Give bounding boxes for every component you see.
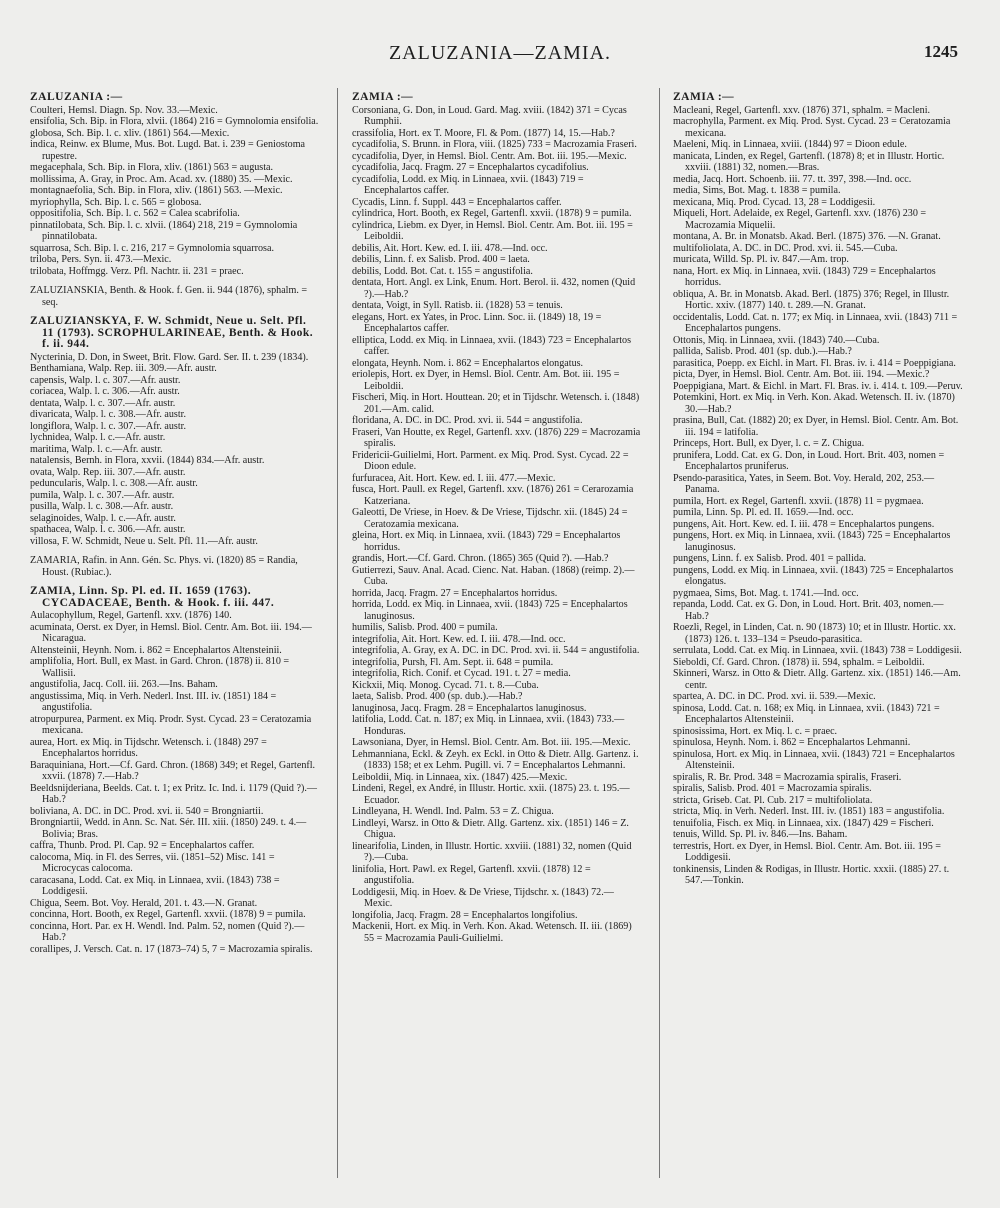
entry: ovata, Walp. Rep. iii. 307.—Afr. austr. (30, 466, 186, 478)
section-heading: ZALUZANIA :— (30, 92, 123, 103)
entry: Brongniartii, Wedd. in Ann. Sc. Nat. Sér. III. xiii. (1850) 249. t. 4.—Bolivia; Bras. (30, 817, 307, 840)
entry: eriolepis, Hort. ex Dyer, in Hemsl. Biol. Centr. Am. Bot. iii. 195 = Leiboldii. (352, 369, 620, 392)
entry: horrida, Jacq. Fragm. 27 = Encephalartos horridus. (352, 587, 558, 599)
entry: concinna, Hort. Par. ex H. Wendl. Ind. Palm. 52, nomen (Quid ?).—Hab.? (30, 920, 305, 943)
running-head (0, 42, 1000, 72)
section-heading: ZAMIA :— (673, 92, 735, 103)
entry: pumila, Walp. l. c. 307.—Afr. austr. (30, 489, 175, 501)
entry: integrifolia, Ait. Hort. Kew. ed. I. iii. 478.—Ind. occ. (352, 633, 566, 645)
entry: Poeppigiana, Mart. & Eichl. in Mart. Fl. Bras. iv. i. 414. t. 109.—Peruv. (673, 380, 963, 392)
entry: Leiboldii, Miq. in Linnaea, xix. (1847) 425.—Mexic. (352, 771, 568, 783)
entry: pygmaea, Sims, Bot. Mag. t. 1741.—Ind. occ. (673, 587, 859, 599)
entry: squarrosa, Sch. Bip. l. c. 216, 217 = Gymnolomia squarrosa. (30, 242, 274, 254)
entry: linearifolia, Linden, in Illustr. Hortic. xxviii. (1881) 32, nomen (Quid ?).—Cuba. (352, 840, 632, 863)
entry: Psendo-parasitica, Yates, in Seem. Bot. Voy. Herald, 202, 253.—Panama. (673, 472, 935, 495)
entry: ZALUZIANSKIA, Benth. & Hook. f. Gen. ii. 944 (1876), sphalm. = seq. (30, 285, 308, 308)
entry: muricata, Willd. Sp. Pl. iv. 847.—Am. trop. (673, 254, 849, 265)
entry: Mackenii, Hort. ex Miq. in Verh. Kon. Akad. Wetensch. II. iii. (1869) 55 = Macrozamia Pauli-Guilielmi. (352, 921, 632, 944)
entry: megacephala, Sch. Bip. in Flora, xliv. (1861) 563 = augusta. (30, 162, 274, 173)
entry: calocoma, Miq. in Fl. des Serres, vii. (1851–52) Misc. 141 = Microcycas calocoma. (30, 851, 275, 874)
entry: media, Sims, Bot. Mag. t. 1838 = pumila. (673, 185, 841, 196)
entry: Lawsoniana, Dyer, in Hemsl. Biol. Centr. Am. Bot. iii. 195.—Mexic. (352, 737, 631, 748)
entry: Altensteinii, Heynh. Nom. i. 862 = Encephalartos Altensteinii. (30, 644, 282, 656)
column-divider (337, 88, 338, 1178)
column-middle (352, 92, 642, 1192)
entry: floridana, A. DC. in DC. Prod. xvi. ii. 544 = angustifolia. (352, 415, 583, 426)
entry: dentata, Walp. l. c. 307.—Afr. austr. (30, 397, 176, 409)
entry: pungens, Linn. f. ex Salisb. Prod. 401 = pallida. (673, 553, 866, 564)
entry: Maeleni, Miq. in Linnaea, xviii. (1844) 97 = Dioon edule. (673, 139, 907, 150)
entry: spiralis, R. Br. Prod. 348 = Macrozamia spiralis, Fraseri. (673, 771, 902, 783)
entry: lychnidea, Walp. l. c.—Afr. austr. (30, 432, 166, 443)
entry: horrida, Lodd. ex Miq. in Linnaea, xvii. (1843) 725 = Encephalartos lanuginosus. (352, 599, 628, 622)
entry: angustifolia, Jacq. Coll. iii. 263.—Ins. Baham. (30, 679, 218, 690)
entry: prunifera, Lodd. Cat. ex G. Don, in Loud. Hort. Brit. 403, nomen = Encephalartos pruniferus. (673, 449, 945, 472)
entry: dentata, Hort. Angl. ex Link, Enum. Hort. Berol. ii. 432, nomen (Quid ?).—Hab.? (352, 277, 636, 300)
entry: peduncularis, Walp. l. c. 308.—Afr. austr. (30, 478, 198, 489)
entry: Skinneri, Warsz. in Otto & Dietr. Allg. Gartenz. xix. (1851) 146.—Am. centr. (673, 668, 961, 691)
entry: cylindrica, Liebm. ex Dyer, in Hemsl. Biol. Centr. Am. Bot. iii. 195 = Leiboldii. (352, 219, 633, 242)
entry: spartea, A. DC. in DC. Prod. xvi. ii. 539.—Mexic. (673, 691, 876, 702)
entry: occidentalis, Lodd. Cat. n. 177; ex Miq. in Linnaea, xvii. (1843) 711 = Encephalartos pungens. (673, 311, 958, 334)
entry: tenuis, Willd. Sp. Pl. iv. 846.—Ins. Baham. (673, 829, 848, 840)
entry-spacer (30, 547, 320, 555)
entry: triloba, Pers. Syn. ii. 473.—Mexic. (30, 254, 172, 265)
entry: spinosa, Lodd. Cat. n. 168; ex Miq. in Linnaea, xvii. (1843) 721 = Encephalartos Altensteinii. (673, 702, 940, 725)
entry: latifolia, Lodd. Cat. n. 187; ex Miq. in Linnaea, xvii. (1843) 733.—Honduras. (352, 714, 625, 737)
entry: terrestris, Hort. ex Dyer, in Hemsl. Biol. Centr. Am. Bot. iii. 195 = Loddigesii. (673, 840, 941, 863)
entry: mollissima, A. Gray, in Proc. Am. Acad. xv. (1880) 35. —Mexic. (30, 173, 293, 185)
entry: Nycterinia, D. Don, in Sweet, Brit. Flow. Gard. Ser. II. t. 239 (1834). (30, 351, 309, 363)
entry: capensis, Walp. l. c. 307.—Afr. austr. (30, 374, 181, 386)
entry: Galeotti, De Vriese, in Hoev. & De Vriese, Tijdschr. xii. (1845) 24 = Ceratozamia mexicana. (352, 507, 628, 530)
entry: Coulteri, Hemsl. Diagn. Sp. Nov. 33.—Mexic. (30, 104, 218, 116)
section-heading: ZAMIA, Linn. Sp. Pl. ed. II. 1659 (1763). CYCADACEAE, Benth. & Hook. f. iii. 447. (30, 585, 275, 609)
entry: Sieboldi, Cf. Gard. Chron. (1878) ii. 594, sphalm. = Leiboldii. (673, 656, 925, 668)
entry: elongata, Heynh. Nom. i. 862 = Encephalartos elongatus. (352, 357, 584, 369)
entry: integrifolia, Rich. Conif. et Cycad. 191. t. 27 = media. (352, 668, 571, 679)
entry: longifolia, Jacq. Fragm. 28 = Encephalartos longifolius. (352, 909, 578, 921)
entry: divaricata, Walp. l. c. 308.—Afr. austr. (30, 409, 186, 420)
entry: cycadifolia, Dyer, in Hemsl. Biol. Centr. Am. Bot. iii. 195.—Mexic. (352, 150, 627, 162)
entry: ensifolia, Sch. Bip. in Flora, xlvii. (1864) 216 = Gymnolomia ensifolia. (30, 116, 319, 127)
section-heading: ZAMIA :— (352, 92, 414, 103)
entry: pusilla, Walp. l. c. 308.—Afr. austr. (30, 501, 174, 512)
entry: Corsoniana, G. Don, in Loud. Gard. Mag. xviii. (1842) 371 = Cycas Rumphii. (352, 104, 627, 127)
entry: multifoliolata, A. DC. in DC. Prod. xvi. ii. 545.—Cuba. (673, 242, 898, 254)
entry: macrophylla, Parment. ex Miq. Prod. Syst. Cycad. 23 = Ceratozamia mexicana. (673, 116, 951, 139)
entry: pungens, Ait. Hort. Kew. ed. I. iii. 478 = Encephalartos pungens. (673, 518, 935, 530)
entry: corallipes, J. Versch. Cat. n. 17 (1873–74) 5, 7 = Macrozamia spiralis. (30, 943, 313, 955)
entry: montagnaefolia, Sch. Bip. in Flora, xliv. (1861) 563. —Mexic. (30, 185, 283, 196)
entry: coriacea, Walp. l. c. 306.—Afr. austr. (30, 386, 180, 397)
entry: Lindleyana, H. Wendl. Ind. Palm. 53 = Z. Chigua. (352, 806, 554, 817)
entry: cycadifolia, S. Brunn. in Flora, viii. (1825) 733 = Macrozamia Fraseri. (352, 139, 637, 150)
entry: pungens, Hort. ex Miq. in Linnaea, xvii. (1843) 725 = Encephalartos lanuginosus. (673, 530, 951, 553)
entry: lanuginosa, Jacq. Fragm. 28 = Encephalartos lanuginosus. (352, 702, 587, 714)
entry: Chigua, Seem. Bot. Voy. Herald, 201. t. 43.—N. Granat. (30, 897, 258, 909)
entry: nana, Hort. ex Miq. in Linnaea, xvii. (1843) 729 = Encephalartos horridus. (673, 265, 936, 288)
entry: repanda, Lodd. Cat. ex G. Don, in Loud. Hort. Brit. 403, nomen.—Hab.? (673, 599, 944, 622)
entry: debilis, Ait. Hort. Kew. ed. I. iii. 478.—Ind. occ. (352, 242, 548, 254)
entry: elegans, Hort. ex Yates, in Proc. Linn. Soc. ii. (1849) 18, 19 = Encephalartos caffer. (352, 311, 602, 334)
entry: linifolia, Hort. Pawl. ex Regel, Gartenfl. xxvii. (1878) 12 = angustifolia. (352, 863, 591, 886)
entry: serrulata, Lodd. Cat. ex Miq. in Linnaea, xvii. (1843) 738 = Loddigesii. (673, 645, 962, 656)
entry: concinna, Hort. Booth, ex Regel, Gartenfl. xxvii. (1878) 9 = pumila. (30, 909, 306, 920)
entry: oppositifolia, Sch. Bip. l. c. 562 = Calea scabrifolia. (30, 208, 240, 219)
entry: Baraquiniana, Hort.—Cf. Gard. Chron. (1868) 349; et Regel, Gartenfl. xxvii. (1878) 7.—Hab.? (30, 759, 316, 782)
entry: caracasana, Lodd. Cat. ex Miq. in Linnaea, xvii. (1843) 738 = Loddigesii. (30, 874, 280, 897)
entry: cylindrica, Hort. Booth, ex Regel, Gartenfl. xxvii. (1878) 9 = pumila. (352, 208, 632, 219)
entry: tonkinensis, Linden & Rodigas, in Illustr. Hortic. xxxii. (1885) 27. t. 547.—Tonkin. (673, 863, 950, 886)
entry: pumila, Linn. Sp. Pl. ed. II. 1659.—Ind. occ. (673, 507, 854, 518)
entry: integrifolia, Pursh, Fl. Am. Sept. ii. 648 = pumila. (352, 656, 554, 668)
entry: debilis, Linn. f. ex Salisb. Prod. 400 = laeta. (352, 254, 530, 265)
entry: obliqua, A. Br. in Monatsb. Akad. Berl. (1875) 376; Regel, in Illustr. Hortic. xxiv. (1877) 140. t. 289.—N. Granat. (673, 288, 950, 311)
entry: cycadifolia, Jacq. Fragm. 27 = Encephalartos cycadifolius. (352, 162, 589, 173)
entry: elliptica, Lodd. ex Miq. in Linnaea, xvii. (1843) 723 = Encephalartos caffer. (352, 334, 631, 357)
entry: Beeldsnijderiana, Beelds. Cat. t. 1; ex Pritz. Ic. Ind. i. 1179 (Quid ?).—Hab.? (30, 782, 317, 805)
entry: humilis, Salisb. Prod. 400 = pumila. (352, 622, 498, 633)
entry: indica, Reinw. ex Blume, Mus. Bot. Lugd. Bat. i. 239 = Geniostoma rupestre. (30, 139, 306, 162)
entry: Miqueli, Hort. Adelaide, ex Regel, Gartenfl. xxv. (1876) 230 = Macrozamia Miquelii. (673, 208, 927, 231)
entry: natalensis, Bernh. in Flora, xxvii. (1844) 834.—Afr. austr. (30, 455, 265, 466)
entry: pumila, Hort. ex Regel, Gartenfl. xxvii. (1878) 11 = pygmaea. (673, 495, 924, 507)
section-heading: ZALUZIANSKYA, F. W. Schmidt, Neue u. Selt. Pfl. 11 (1793). SCROPHULARINEAE, Benth. & Hook. f. ii. 944. (30, 315, 314, 350)
entry-spacer (30, 277, 320, 285)
entry: laeta, Salisb. Prod. 400 (sp. dub.).—Hab.? (352, 691, 523, 702)
entry: furfuracea, Ait. Hort. Kew. ed. I. iii. 477.—Mexic. (352, 472, 556, 484)
entry: manicata, Linden, ex Regel, Gartenfl. (1878) 8; et in Illustr. Hortic. xxviii. (1881) 32, nomen.—Bras. (673, 150, 945, 173)
entry: Cycadis, Linn. f. Suppl. 443 = Encephalartos caffer. (352, 196, 562, 208)
entry: spiralis, Salisb. Prod. 401 = Macrozamia spiralis. (673, 783, 872, 794)
entry: longiflora, Walp. l. c. 307.—Afr. austr. (30, 420, 186, 432)
entry: boliviana, A. DC. in DC. Prod. xvi. ii. 540 = Brongniartii. (30, 805, 264, 817)
entry: angustissima, Miq. in Verh. Nederl. Inst. III. iv. (1851) 184 = angustifolia. (30, 690, 277, 713)
entry: Ottonis, Miq. in Linnaea, xvii. (1843) 740.—Cuba. (673, 334, 880, 346)
entry: Fischeri, Miq. in Hort. Houttean. 20; et in Tijdschr. Wetensch. i. (1848) 201.—Am. calid. (352, 392, 640, 415)
entry: trilobata, Hoffmgg. Verz. Pfl. Nachtr. ii. 231 = praec. (30, 265, 244, 277)
entry: Princeps, Hort. Bull, ex Dyer, l. c. = Z. Chigua. (673, 438, 865, 449)
column-divider (659, 88, 660, 1178)
entry: dentata, Voigt, in Syll. Ratisb. ii. (1828) 53 = tenuis. (352, 300, 563, 311)
column-right (673, 92, 963, 1192)
entry: cycadifolia, Lodd. ex Miq. in Linnaea, xvii. (1843) 719 = Encephalartos caffer. (352, 173, 584, 196)
entry: Lindeni, Regel, ex André, in Illustr. Hortic. xxii. (1875) 23. t. 195.—Ecuador. (352, 783, 630, 806)
entry: stricta, Griseb. Cat. Pl. Cub. 217 = multifoliolata. (673, 794, 873, 806)
entry: Lindleyi, Warsz. in Otto & Dietr. Allg. Gartenz. xix. (1851) 146 = Z. Chigua. (352, 817, 629, 840)
entry: picta, Dyer, in Hemsl. Biol. Centr. Am. Bot. iii. 194. —Mexic.? (673, 369, 930, 380)
entry: myriophylla, Sch. Bip. l. c. 565 = globosa. (30, 196, 202, 208)
entry: Aulacophyllum, Regel, Gartenfl. xxv. (1876) 140. (30, 610, 232, 621)
entry: Roezli, Regel, in Linden, Cat. n. 90 (1873) 10; et in Illustr. Hortic. xx. (1873) 126. t. 133–134 = Pseudo-parasitica. (673, 622, 956, 645)
entry: Potemkini, Hort. ex Miq. in Verh. Kon. Akad. Wetensch. II. iv. (1870) 30.—Hab.? (673, 392, 955, 415)
entry: spinulosa, Hort. ex Miq. in Linnaea, xvii. (1843) 721 = Encephalartos Altensteinii. (673, 748, 955, 771)
entry: villosa, F. W. Schmidt, Neue u. Selt. Pfl. 11.—Afr. austr. (30, 535, 258, 547)
entry: fusca, Hort. Paull. ex Regel, Gartenfl. xxv. (1876) 261 = Cerarozamia Katzeriana. (352, 484, 634, 507)
entry: atropurpurea, Parment. ex Miq. Prodr. Syst. Cycad. 23 = Ceratozamia mexicana. (30, 713, 312, 736)
entry: stricta, Miq. in Verh. Nederl. Inst. III. iv. (1851) 183 = angustifolia. (673, 806, 945, 817)
entry: integrifolia, A. Gray, ex A. DC. in DC. Prod. xvi. ii. 544 = angustifolia. (352, 645, 640, 656)
entry: aurea, Hort. ex Miq. in Tijdschr. Wetensch. i. (1848) 297 = Encephalartos horridus. (30, 736, 267, 759)
entry: spathacea, Walp. l. c. 306.—Afr. austr. (30, 524, 186, 535)
entry: debilis, Lodd. Bot. Cat. t. 155 = angustifolia. (352, 265, 533, 277)
entry: globosa, Sch. Bip. l. c. xliv. (1861) 564.—Mexic. (30, 127, 230, 139)
entry: Benthamiana, Walp. Rep. iii. 309.—Afr. austr. (30, 363, 217, 374)
entry: ZAMARIA, Rafin. in Ann. Gén. Sc. Phys. vi. (1820) 85 = Randia, Houst. (Rubiac.). (30, 555, 298, 578)
entry: caffra, Thunb. Prod. Pl. Cap. 92 = Encephalartos caffer. (30, 840, 255, 851)
entry: spinulosa, Heynh. Nom. i. 862 = Encephalartos Lehmanni. (673, 737, 911, 748)
page-number: 1245 (924, 42, 958, 61)
entry: montana, A. Br. in Monatsb. Akad. Berl. (1875) 376. —N. Granat. (673, 231, 941, 242)
entry: selaginoides, Walp. l. c.—Afr. austr. (30, 512, 176, 524)
entry: Macleani, Regel, Gartenfl. xxv. (1876) 371, sphalm. = Macleni. (673, 104, 931, 116)
entry: Loddigesii, Miq. in Hoev. & De Vriese, Tijdschr. x. (1843) 72.—Mexic. (352, 886, 614, 909)
entry: grandis, Hort.—Cf. Gard. Chron. (1865) 365 (Quid ?). —Hab.? (352, 553, 609, 564)
entry: mexicana, Miq. Prod. Cycad. 13, 28 = Loddigesii. (673, 196, 876, 208)
entry: media, Jacq. Hort. Schoenb. iii. 77. tt. 397, 398.—Ind. occ. (673, 173, 912, 185)
entry: gleina, Hort. ex Miq. in Linnaea, xvii. (1843) 729 = Encephalartos horridus. (352, 530, 621, 553)
entry: Fridericii-Guilielmi, Hort. Parment. ex Miq. Prod. Syst. Cycad. 22 = Dioon edule. (352, 449, 629, 472)
entry: parasitica, Poepp. ex Eichl. in Mart. Fl. Bras. iv. i. 414 = Poeppigiana. (673, 357, 956, 369)
entry: Lehmanniana, Eckl. & Zeyh. ex Eckl. in Otto & Dietr. Allg. Gartenz. i. (1833) 158; et ex Lehm. Pugill. vi. 7 = Encephalartos Lehmanni. (352, 748, 639, 771)
entry: acuminata, Oerst. ex Dyer, in Hemsl. Biol. Centr. Am. Bot. iii. 194.—Nicaragua. (30, 621, 312, 644)
running-title: ZALUZANIA—ZAMIA. (388, 42, 612, 64)
entry: pungens, Lodd. ex Miq. in Linnaea, xvii. (1843) 725 = Encephalartos elongatus. (673, 564, 954, 587)
entry: pinnatilobata, Sch. Bip. l. c. xlvii. (1864) 218, 219 = Gymnolomia pinnatilobata. (30, 219, 298, 242)
entry: amplifolia, Hort. Bull, ex Mast. in Gard. Chron. (1878) ii. 810 = Wallisii. (30, 656, 290, 679)
entry: Fraseri, Van Houtte, ex Regel, Gartenfl. xxv. (1876) 229 = Macrozamia spiralis. (352, 426, 641, 449)
entry: spinosissima, Hort. ex Miq. l. c. = praec. (673, 725, 838, 737)
entry: tenuifolia, Fisch. ex Miq. in Linnaea, xix. (1847) 429 = Fischeri. (673, 817, 934, 829)
entry: prasina, Bull, Cat. (1882) 20; ex Dyer, in Hemsl. Biol. Centr. Am. Bot. iii. 194 = latifolia. (673, 415, 959, 438)
entry: crassifolia, Hort. ex T. Moore, Fl. & Pom. (1877) 14, 15.—Hab.? (352, 127, 615, 139)
column-left (30, 92, 320, 1192)
entry: Gutierrezi, Sauv. Anal. Acad. Cienc. Nat. Haban. (1868) (reimp. 2).—Cuba. (352, 564, 635, 587)
entry: maritima, Walp. l. c.—Afr. austr. (30, 443, 163, 455)
entry: pallida, Salisb. Prod. 401 (sp. dub.).—Hab.? (673, 346, 852, 357)
entry: Kickxii, Miq. Monog. Cycad. 71. t. 8.—Cuba. (352, 679, 539, 691)
